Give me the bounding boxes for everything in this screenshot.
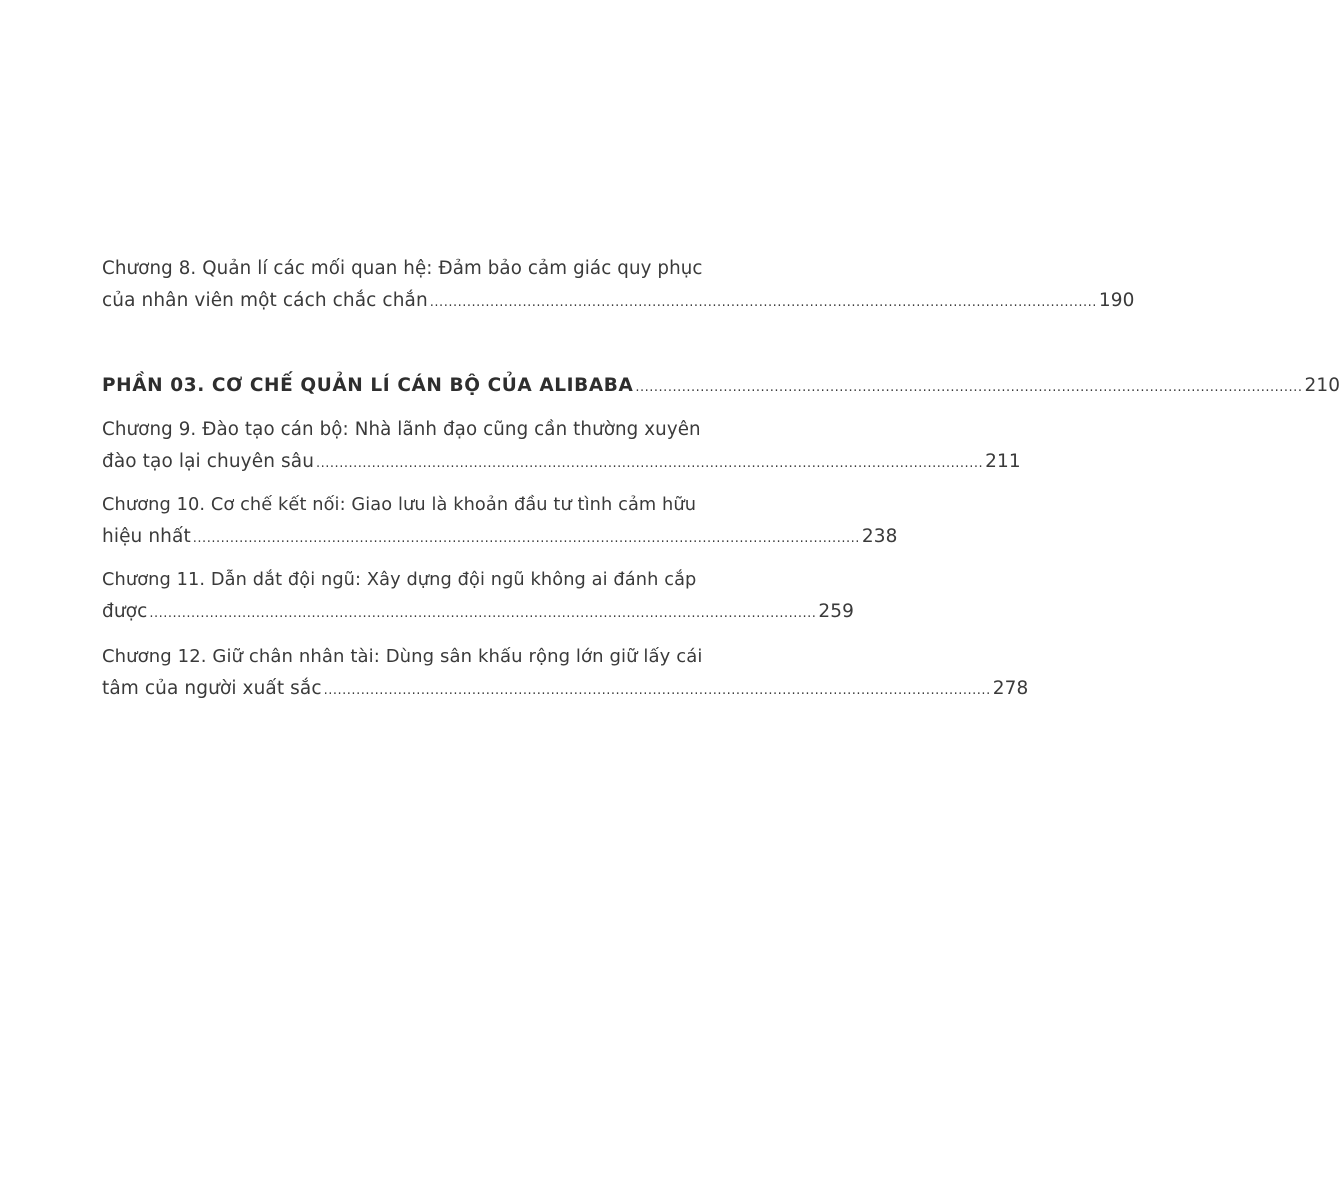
- toc-page-number: 211: [985, 451, 1021, 472]
- toc-entry-last-line: [102, 285, 1135, 317]
- toc-entry-title-continuation: hiệu nhất: [102, 526, 191, 547]
- toc-page-number: 278: [992, 678, 1029, 699]
- toc-entry-title-line: Chương 11. Dẫn dắt đội ngũ: Xây dựng đội ngũ không ai đánh cắp: [102, 570, 697, 590]
- toc-entry-title-continuation: được: [102, 601, 148, 622]
- toc-entry-last-line: [102, 596, 855, 628]
- toc-entry-last-line: [102, 521, 898, 553]
- toc-entry-chapter-8: [102, 253, 1135, 317]
- toc-entry-chapter-12: [102, 641, 1029, 705]
- toc-entry-chapter-9: [102, 414, 1021, 478]
- dot-leader: ................................................................................................................................................: [323, 683, 991, 698]
- toc-page-number: 259: [818, 601, 855, 622]
- dot-leader: ................................................................................................................................................: [429, 295, 1097, 310]
- toc-page-number: 210: [1304, 375, 1340, 396]
- toc-entry-title-continuation: đào tạo lại chuyên sâu: [102, 451, 315, 472]
- dot-leader: ................................................................................................................................................: [316, 456, 984, 471]
- dot-leader: ................................................................................................................................................: [149, 606, 817, 621]
- toc-page-number: 190: [1098, 290, 1135, 311]
- dot-leader: ................................................................................................................................................: [635, 380, 1303, 395]
- part-heading: PHẦN 03. CƠ CHẾ QUẢN LÍ CÁN BỘ CỦA ALIBABA: [102, 375, 634, 396]
- toc-entry-last-line: [102, 446, 1021, 478]
- toc-entry-title-line: Chương 9. Đào tạo cán bộ: Nhà lãnh đạo cũng cần thường xuyên: [102, 419, 701, 440]
- toc-entry-last-line: [102, 673, 1029, 705]
- dot-leader: ................................................................................................................................................: [192, 531, 860, 546]
- toc-entry-chapter-10: [102, 489, 898, 553]
- toc-entry-title-line: Chương 8. Quản lí các mối quan hệ: Đảm bảo cảm giác quy phục: [102, 258, 703, 279]
- toc-page-number: 238: [861, 526, 898, 547]
- toc-entry-chapter-11: [102, 564, 855, 628]
- toc-entry-title-continuation: của nhân viên một cách chắc chắn: [102, 290, 428, 311]
- toc-entry-title-line: Chương 12. Giữ chân nhân tài: Dùng sân khấu rộng lớn giữ lấy cái: [102, 646, 703, 667]
- toc-entry-title-continuation: tâm của người xuất sắc: [102, 678, 322, 699]
- toc-part-heading-line: [102, 370, 1340, 402]
- toc-entry-title-line: Chương 10. Cơ chế kết nối: Giao lưu là khoản đầu tư tình cảm hữu: [102, 495, 697, 515]
- toc-entry-part-3: [102, 370, 1340, 402]
